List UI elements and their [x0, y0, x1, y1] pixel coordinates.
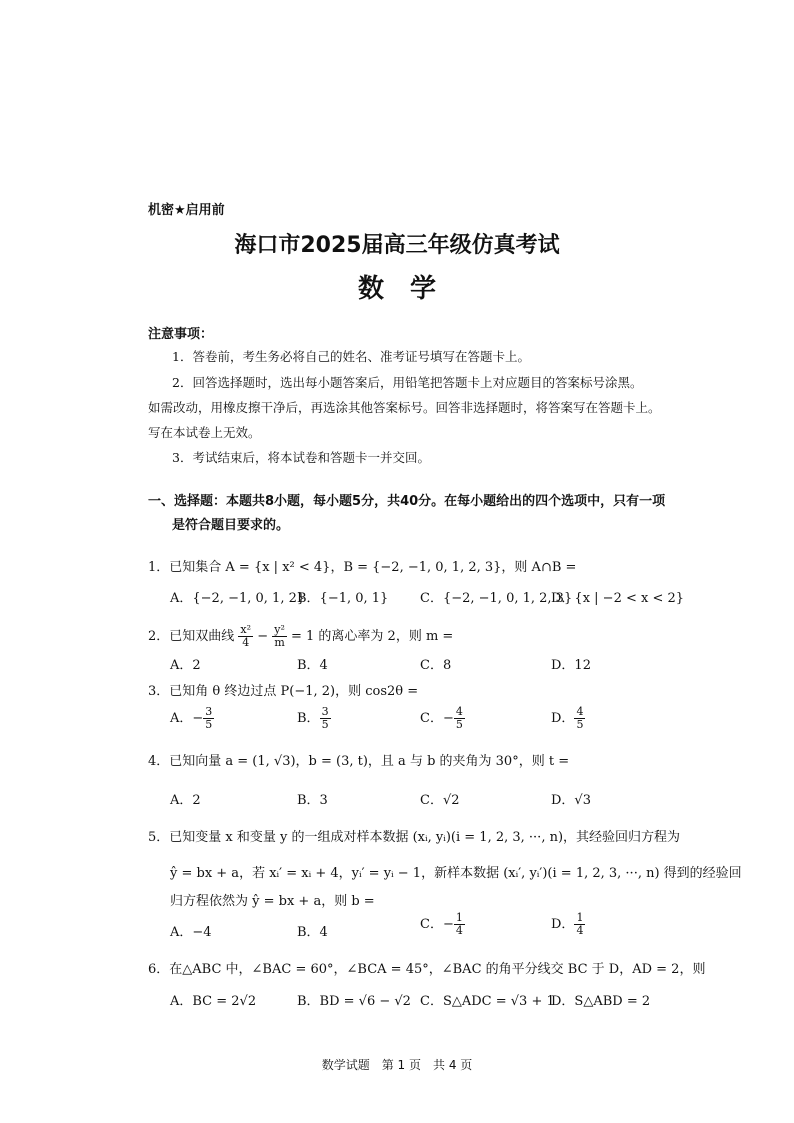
fraction-y2-over-m: $\frac{\text{y²}}{m}$ — [274, 623, 285, 649]
question-5-stem-line3: 归方程依然为 ŷ = bx + a，则 b = — [170, 894, 375, 909]
question-5-stem-line2: ŷ = bx + a，若 xᵢ′ = xᵢ + 4，yᵢ′ = yᵢ − 1，新样本数据 (xᵢ′, yᵢ′)(i = 1, 2, 3, ···, n) 得到的经验回 — [170, 866, 742, 881]
note-item: 如需改动，用橡皮擦干净后，再选涂其他答案标号。回答非选择题时，将答案写在答题卡上。 — [148, 400, 661, 415]
question-2-stem-pre: 2．已知双曲线 — [148, 629, 235, 644]
note-item: 2．回答选择题时，选出每小题答案后，用铅笔把答题卡上对应题目的答案标号涂黑。 — [172, 375, 643, 390]
subject-title: 数学 — [357, 274, 462, 304]
confidential-label: 机密★启用前 — [148, 203, 225, 218]
question-5-option-b: B．4 — [297, 925, 328, 940]
question-6-option-a: A．BC = 2√2 — [170, 994, 257, 1009]
question-2-option-a: A．2 — [170, 658, 201, 673]
question-3-option-a: A．− $\frac{3}{5}$ — [170, 705, 213, 731]
question-1-option-d: D．{x | −2 < x < 2} — [551, 591, 685, 606]
question-6-option-b: B．BD = √6 − √2 — [297, 994, 411, 1009]
question-2-option-b: B．4 — [297, 658, 328, 673]
question-5-option-c: C．− $\frac{1}{4}$ — [420, 911, 463, 937]
question-3-option-c: C．− $\frac{4}{5}$ — [420, 705, 463, 731]
question-6-option-c: C．S△ADC = √3 + 1 — [420, 994, 555, 1009]
question-3-option-d: D． $\frac{4}{5}$ — [551, 705, 584, 731]
notes-heading: 注意事项： — [148, 327, 214, 342]
question-1-stem: 1．已知集合 A = {x | x² < 4}，B = {−2, −1, 0, 1, 2, 3}，则 A∩B = — [148, 560, 577, 575]
fraction-x2-over-4: $\frac{\text{x²}}{4}$ — [240, 623, 252, 649]
question-5-option-d: D． $\frac{1}{4}$ — [551, 911, 584, 937]
question-4-option-a: A．2 — [170, 793, 201, 808]
question-3-stem: 3．已知角 θ 终边过点 P(−1, 2)，则 cos2θ = — [148, 684, 419, 699]
question-2-stem-post: = 1 的离心率为 2，则 m = — [291, 629, 454, 644]
question-5-stem-line1: 5．已知变量 x 和变量 y 的一组成对样本数据 (xᵢ, yᵢ)(i = 1, 2, 3, ···, n)，其经验回归方程为 — [148, 830, 681, 845]
question-1-option-a: A．{−2, −1, 0, 1, 2} — [170, 591, 306, 606]
question-2-option-c: C．8 — [420, 658, 452, 673]
question-4-option-c: C．√2 — [420, 793, 460, 808]
page-footer: 数学试题 第 1 页 共 4 页 — [321, 1058, 473, 1072]
minus-sign: − — [257, 629, 269, 644]
question-5-option-a: A．−4 — [170, 925, 212, 940]
section-heading-cont: 是符合题目要求的。 — [172, 518, 290, 533]
question-4-stem: 4．已知向量 a = (1, √3)，b = (3, t)，且 a 与 b 的夹角为 30°，则 t = — [148, 754, 570, 769]
question-3-option-b: B． $\frac{3}{5}$ — [297, 705, 329, 731]
question-1-option-b: B．{−1, 0, 1} — [297, 591, 389, 606]
question-2-stem — [148, 624, 453, 649]
question-6-option-d: D．S△ABD = 2 — [551, 994, 651, 1009]
question-4-option-b: B．3 — [297, 793, 328, 808]
question-1-option-c: C．{−2, −1, 0, 1, 2, 3} — [420, 591, 573, 606]
section-heading: 一、选择题：本题共8小题，每小题5分，共40分。在每小题给出的四个选项中，只有一项 — [148, 494, 666, 509]
note-item: 写在本试卷上无效。 — [148, 425, 261, 440]
question-2-option-d: D．12 — [551, 658, 591, 673]
question-6-stem: 6．在△ABC 中，∠BAC = 60°，∠BCA = 45°，∠BAC 的角平分线交 BC 于 D，AD = 2，则 — [148, 962, 706, 977]
question-4-option-d: D．√3 — [551, 793, 591, 808]
exam-title: 海口市2025届高三年级仿真考试 — [234, 233, 560, 258]
note-item: 3．考试结束后，将本试卷和答题卡一并交回。 — [172, 450, 430, 465]
note-item: 1．答卷前，考生务必将自己的姓名、准考证号填写在答题卡上。 — [172, 349, 530, 364]
